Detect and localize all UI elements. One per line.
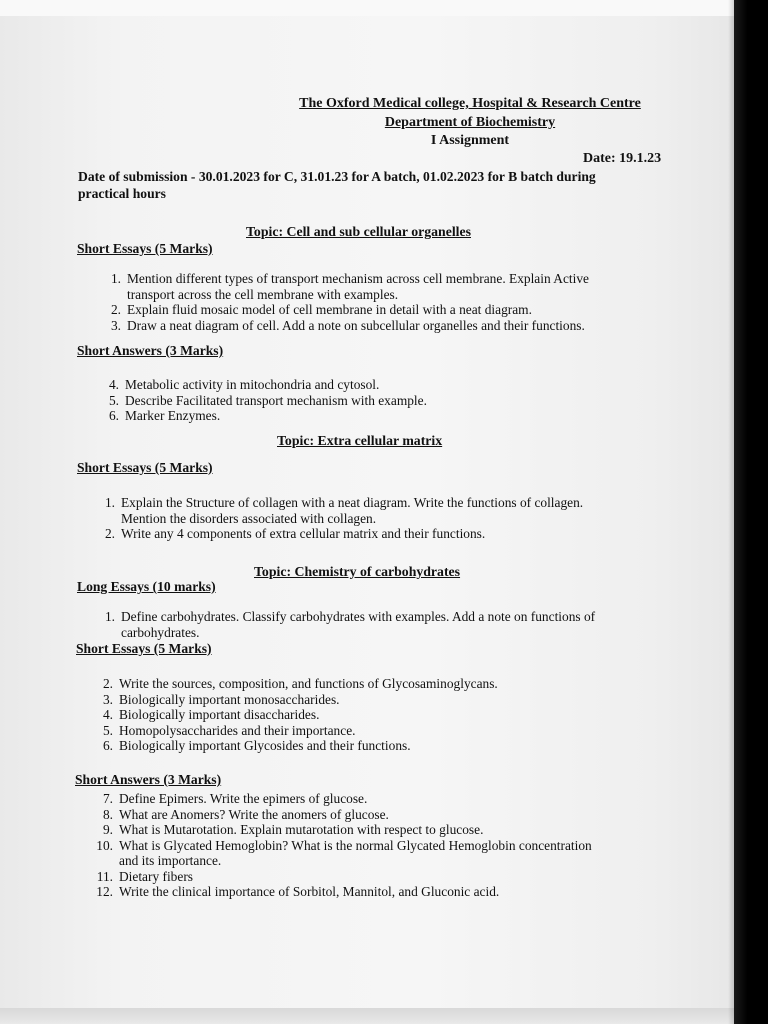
question-item — [99, 377, 427, 393]
carbs-short-essays-list — [93, 676, 498, 754]
question-number: 7. — [102, 791, 113, 806]
question-number: 10. — [96, 837, 113, 853]
carbs-short-answers-heading: Short Answers (3 Marks) — [75, 772, 222, 787]
submission-line-2: practical hours — [78, 186, 166, 201]
question-item — [95, 609, 595, 640]
submission-line-1: Date of submission - 30.01.2023 for C, 31.01.23 for A batch, 01.02.2023 for B batch during — [78, 169, 596, 184]
question-text-line: Write the sources, composition, and functions of Glycosaminoglycans. — [119, 676, 498, 691]
question-text-line: Mention different types of transport mechanism across cell membrane. Explain Active — [127, 271, 589, 286]
question-number: 12. — [96, 884, 113, 899]
question-item — [93, 869, 592, 885]
cell-short-essays-list — [101, 271, 589, 333]
question-item — [93, 791, 592, 807]
question-text-line: Biologically important disaccharides. — [119, 707, 320, 722]
question-item — [101, 302, 589, 318]
question-item — [93, 822, 592, 838]
question-text-line: Write any 4 components of extra cellular matrix and their functions. — [121, 526, 486, 541]
question-item — [95, 495, 583, 526]
question-text-line: Marker Enzymes. — [125, 408, 221, 423]
question-text-line: transport across the cell membrane with examples. — [127, 286, 399, 302]
question-number: 9. — [102, 822, 113, 837]
assignment-date: Date: 19.1.23 — [583, 151, 662, 166]
question-item — [93, 807, 592, 823]
question-text-line: What is Mutarotation. Explain mutarotation with respect to glucose. — [119, 822, 484, 837]
question-text-line: and its importance. — [119, 853, 222, 868]
question-number: 1. — [110, 271, 121, 286]
question-number: 1. — [104, 609, 115, 624]
assignment-title: I Assignment — [430, 133, 510, 148]
question-number: 4. — [108, 377, 119, 392]
question-number: 5. — [102, 722, 113, 738]
question-number: 11. — [96, 868, 113, 884]
question-number: 2. — [104, 526, 115, 541]
question-text-line: What are Anomers? Write the anomers of glucose. — [119, 806, 389, 822]
question-text-line: Biologically important Glycosides and their functions. — [119, 738, 411, 753]
question-number: 6. — [108, 408, 119, 423]
question-text-line: Mention the disorders associated with collagen. — [121, 510, 377, 526]
question-item — [101, 318, 589, 334]
ecm-short-essays-list — [95, 495, 583, 542]
question-text-line: Dietary fibers — [119, 868, 193, 884]
question-text-line: Biologically important monosaccharides. — [119, 691, 340, 707]
question-text-line: Homopolysaccharides and their importance. — [119, 722, 356, 738]
question-text-line: Define Epimers. Write the epimers of glucose. — [119, 791, 368, 806]
cell-short-answers-list — [99, 377, 427, 424]
question-item — [93, 676, 498, 692]
question-number: 3. — [110, 317, 121, 333]
question-item — [93, 707, 498, 723]
question-text-line: What is Glycated Hemoglobin? What is the normal Glycated Hemoglobin concentration — [119, 837, 592, 853]
question-number: 2. — [110, 302, 121, 317]
carbs-long-essays-list — [95, 609, 595, 640]
question-item — [93, 738, 498, 754]
question-item — [99, 393, 427, 409]
question-item — [101, 271, 589, 302]
ecm-short-essays-heading: Short Essays (5 Marks) — [77, 460, 213, 475]
question-item — [99, 408, 427, 424]
question-number: 4. — [102, 707, 113, 722]
question-text-line: Explain fluid mosaic model of cell membrane in detail with a neat diagram. — [127, 302, 532, 317]
question-item — [93, 723, 498, 739]
carbs-short-essays-heading: Short Essays (5 Marks) — [76, 641, 212, 656]
question-text-line: Describe Facilitated transport mechanism with example. — [125, 392, 427, 408]
cell-short-essays-heading: Short Essays (5 Marks) — [77, 241, 213, 256]
question-text-line: carbohydrates. — [121, 624, 200, 640]
question-text-line: Explain the Structure of collagen with a neat diagram. Write the functions of collagen. — [121, 495, 584, 510]
question-number: 6. — [102, 738, 113, 753]
topic-cell-heading: Topic: Cell and sub cellular organelles — [246, 224, 471, 239]
question-text-line: Metabolic activity in mitochondria and cytosol. — [125, 377, 380, 392]
carbs-short-answers-list — [93, 791, 592, 900]
institution-title: The Oxford Medical college, Hospital & Research Centre — [299, 96, 641, 111]
question-item — [93, 692, 498, 708]
question-item — [95, 526, 583, 542]
question-number: 2. — [102, 676, 113, 691]
question-item — [93, 838, 592, 869]
question-number: 5. — [108, 392, 119, 408]
question-text-line: Draw a neat diagram of cell. Add a note on subcellular organelles and their functions. — [127, 317, 585, 333]
question-number: 1. — [104, 495, 115, 510]
department-title: Department of Biochemistry — [384, 115, 556, 130]
question-item — [93, 884, 592, 900]
topic-carbohydrates-heading: Topic: Chemistry of carbohydrates — [254, 564, 461, 579]
topic-ecm-heading: Topic: Extra cellular matrix — [277, 433, 443, 448]
carbs-long-essays-heading: Long Essays (10 marks) — [77, 579, 216, 594]
question-text-line: Write the clinical importance of Sorbitol, Mannitol, and Gluconic acid. — [119, 884, 500, 899]
question-number: 3. — [102, 691, 113, 707]
cell-short-answers-heading: Short Answers (3 Marks) — [77, 343, 224, 358]
question-text-line: Define carbohydrates. Classify carbohydrates with examples. Add a note on functions of — [121, 609, 596, 624]
question-number: 8. — [102, 806, 113, 822]
